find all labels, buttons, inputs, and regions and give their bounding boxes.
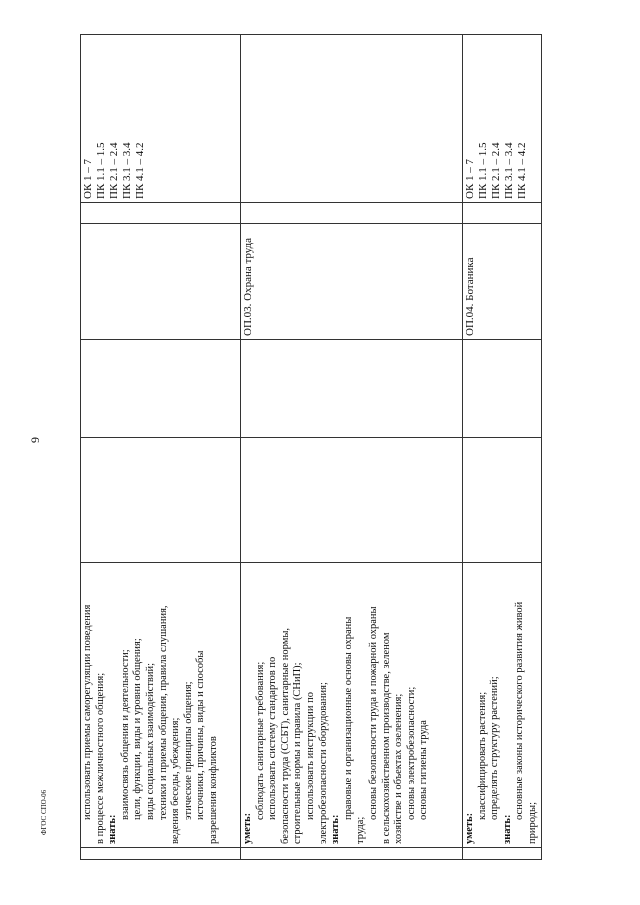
competencies-cell [241, 35, 463, 203]
competency-code: ПК 1.1 – 1.5 [95, 142, 107, 199]
competency-code: ПК 2.1 – 2.4 [108, 142, 120, 199]
hours-cell [81, 438, 241, 563]
competency-code: ПК 2.1 – 2.4 [490, 142, 502, 199]
competency-code: ПК 4.1 – 4.2 [134, 142, 146, 199]
competency-code: ПК 4.1 – 4.2 [516, 142, 528, 199]
discipline-cell: ОП.04. Ботаника [463, 224, 542, 340]
requirement-line: определять структуру растений; [489, 676, 501, 820]
empty-cell [81, 203, 241, 224]
competency-table [80, 34, 542, 860]
requirement-line: хозяйстве и объектах озеленения; [393, 693, 405, 844]
requirement-line: соблюдать санитарные требования; [254, 661, 266, 820]
requirement-line: уметь: [242, 812, 253, 844]
index-cell [241, 848, 463, 860]
requirements-cell [463, 563, 542, 848]
empty-cell [241, 203, 463, 224]
table-row [241, 35, 463, 860]
requirement-line: виды социальных взаимодействий; [144, 662, 156, 820]
requirement-line: техники и приемы общения, правила слушания, [157, 605, 169, 820]
empty-cell [463, 203, 542, 224]
requirement-line: знать: [501, 814, 513, 844]
competency-code: ОК 1 – 7 [464, 158, 476, 199]
requirements-cell [81, 563, 241, 848]
requirement-line: уметь: [464, 812, 475, 844]
requirement-line: знать: [107, 814, 119, 844]
hours-cell [81, 340, 241, 438]
competency-code: ПК 3.1 – 3.4 [121, 142, 133, 199]
rotated-table-container [80, 35, 538, 860]
competency-code: ПК 1.1 – 1.5 [477, 142, 489, 199]
hours-cell [241, 438, 463, 563]
footer-code: ФГОС СПО-06 [40, 789, 48, 835]
index-cell [463, 848, 542, 860]
index-cell [81, 848, 241, 860]
requirement-line: основы гигиены труда [418, 720, 430, 820]
requirement-line: источники, причины, виды и способы [195, 650, 207, 820]
requirement-line: основы безопасности труда и пожарной охраны [367, 606, 379, 820]
hours-cell [463, 340, 542, 438]
requirement-line: этические принципы общения; [182, 681, 194, 820]
hours-cell [463, 438, 542, 563]
requirements-cell [241, 563, 463, 848]
requirement-line: труда; [355, 816, 367, 844]
competency-code: ОК 1 – 7 [82, 158, 94, 199]
table-row [81, 35, 241, 860]
hours-cell [241, 340, 463, 438]
requirement-line: использовать приемы саморегуляции поведения [82, 604, 93, 820]
requirement-line: основы электробезопасности; [405, 686, 417, 820]
table-body [81, 35, 542, 860]
requirement-line: правовые и организационные основы охраны [342, 616, 354, 820]
requirement-line: строительные нормы и правила (СНиП); [292, 662, 304, 844]
requirement-line: электробезопасности оборудования; [317, 682, 329, 844]
requirement-line: использовать инструкции по [304, 691, 316, 820]
requirement-line: знать: [330, 814, 342, 844]
competencies-cell [463, 35, 542, 203]
competency-code: ПК 3.1 – 3.4 [503, 142, 515, 199]
requirement-line: цели, функции, виды и уровни общения; [132, 638, 144, 820]
competencies-cell [81, 35, 241, 203]
page-number: 9 [28, 437, 42, 443]
requirement-line: природы; [526, 802, 538, 844]
requirement-line: безопасности труда (ССБТ), санитарные нормы, [279, 627, 291, 844]
requirement-line: классифицировать растения; [476, 691, 488, 820]
requirement-line: в процессе межличностного общения; [94, 672, 106, 844]
discipline-cell [81, 224, 241, 340]
requirement-line: основные законы исторического развития живой [514, 601, 526, 820]
requirement-line: ведения беседы, убеждения; [170, 717, 182, 844]
requirement-line: взаимосвязь общения и деятельности; [119, 649, 131, 820]
requirement-line: в сельскохозяйственном производстве, зеленом [380, 632, 392, 844]
table-row [463, 35, 542, 860]
discipline-cell: ОП.03. Охрана труда [241, 224, 463, 340]
requirement-line: использовать систему стандартов по [267, 656, 279, 820]
requirement-line: разрешения конфликтов [207, 736, 219, 844]
